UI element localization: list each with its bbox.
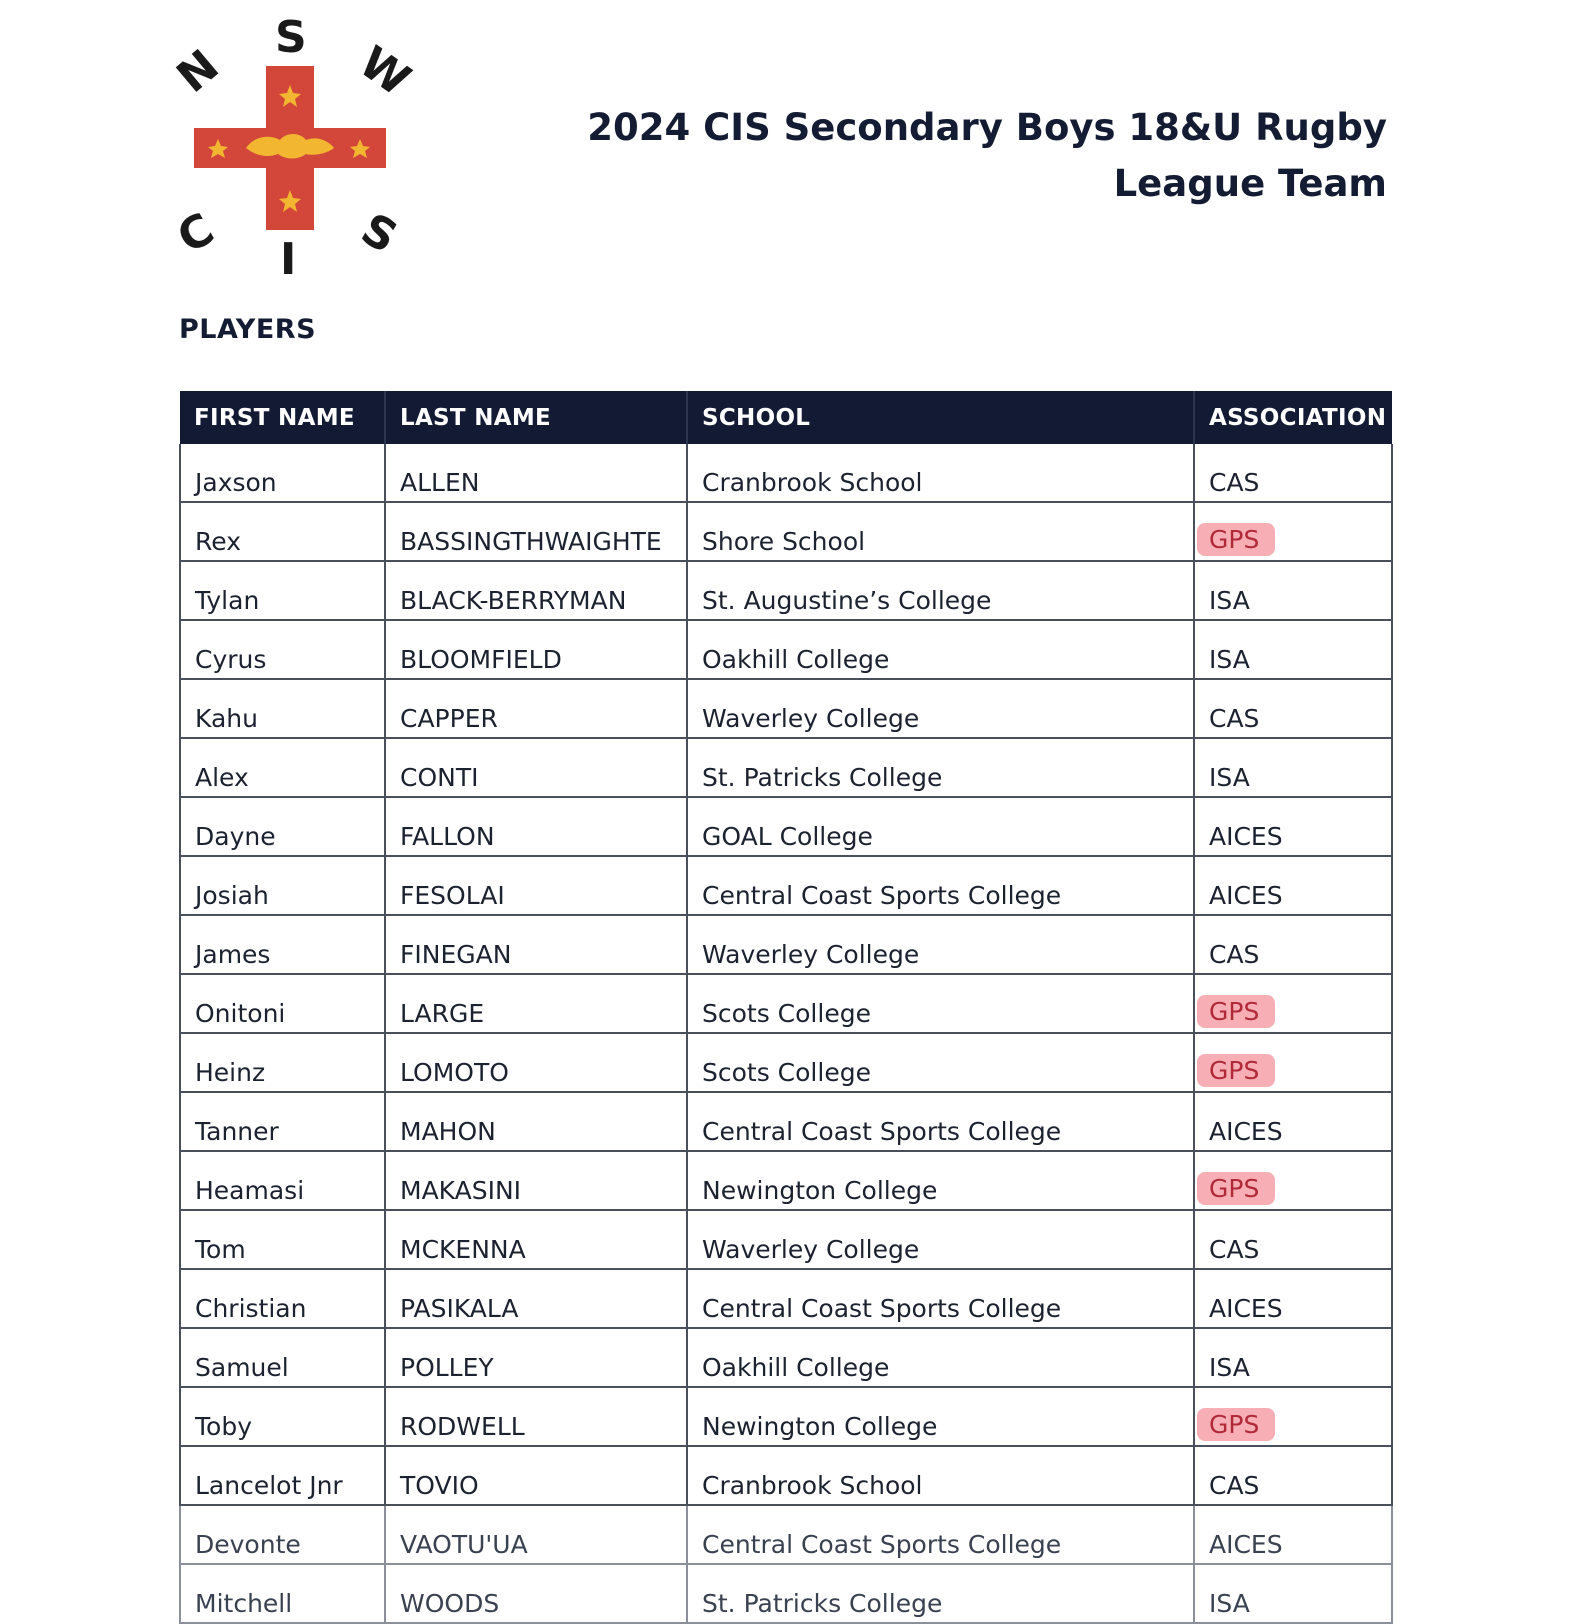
last-name-cell: CAPPER — [385, 679, 687, 738]
association-cell — [1194, 797, 1392, 856]
first-name-cell: Tom — [180, 1210, 385, 1269]
logo-letter-s-top: S — [275, 12, 307, 63]
association-cell — [1194, 1210, 1392, 1269]
association-cell — [1194, 561, 1392, 620]
association-label: CAS — [1209, 940, 1260, 969]
page-title: 2024 CIS Secondary Boys 18&U Rugby League Team — [587, 106, 1387, 205]
table-row — [180, 1505, 1392, 1564]
school-cell: Cranbrook School — [687, 1446, 1194, 1505]
last-name-cell: MAHON — [385, 1092, 687, 1151]
table-row — [180, 1092, 1392, 1151]
school-cell: Shore School — [687, 502, 1194, 561]
association-label: AICES — [1209, 1530, 1283, 1559]
association-highlighted-label: GPS — [1197, 1408, 1275, 1441]
first-name-cell: Kahu — [180, 679, 385, 738]
association-label: CAS — [1209, 468, 1260, 497]
association-label: ISA — [1209, 1589, 1250, 1618]
logo-letter-c: C — [169, 203, 223, 264]
association-label: ISA — [1209, 1353, 1250, 1382]
school-cell: St. Patricks College — [687, 1564, 1194, 1623]
column-header-first-name: FIRST NAME — [180, 391, 385, 444]
association-cell — [1194, 856, 1392, 915]
first-name-cell: Tanner — [180, 1092, 385, 1151]
table-row — [180, 1387, 1392, 1446]
association-cell — [1194, 1328, 1392, 1387]
association-label: ISA — [1209, 763, 1250, 792]
first-name-cell: Dayne — [180, 797, 385, 856]
first-name-cell: Tylan — [180, 561, 385, 620]
last-name-cell: BLOOMFIELD — [385, 620, 687, 679]
association-label: ISA — [1209, 645, 1250, 674]
school-cell: GOAL College — [687, 797, 1194, 856]
school-cell: Waverley College — [687, 1210, 1194, 1269]
first-name-cell: Jaxson — [180, 444, 385, 502]
table-row — [180, 856, 1392, 915]
column-header-association: ASSOCIATION — [1194, 391, 1392, 444]
table-row — [180, 444, 1392, 502]
table-row — [180, 1269, 1392, 1328]
school-cell: Central Coast Sports College — [687, 856, 1194, 915]
association-highlighted-label: GPS — [1197, 1172, 1275, 1205]
logo-letter-n: N — [167, 40, 229, 103]
school-cell: Central Coast Sports College — [687, 1092, 1194, 1151]
first-name-cell: Heamasi — [180, 1151, 385, 1210]
school-cell: Newington College — [687, 1387, 1194, 1446]
association-cell — [1194, 915, 1392, 974]
association-cell — [1194, 620, 1392, 679]
table-row — [180, 1446, 1392, 1505]
association-cell — [1194, 1092, 1392, 1151]
last-name-cell: LARGE — [385, 974, 687, 1033]
first-name-cell: Toby — [180, 1387, 385, 1446]
table-header-row — [180, 391, 1392, 444]
association-cell — [1194, 1151, 1392, 1210]
association-label: AICES — [1209, 1117, 1283, 1146]
table-row — [180, 915, 1392, 974]
last-name-cell: LOMOTO — [385, 1033, 687, 1092]
school-cell: Scots College — [687, 974, 1194, 1033]
last-name-cell: FINEGAN — [385, 915, 687, 974]
last-name-cell: BLACK-BERRYMAN — [385, 561, 687, 620]
first-name-cell: Christian — [180, 1269, 385, 1328]
association-label: AICES — [1209, 1294, 1283, 1323]
table-row — [180, 1210, 1392, 1269]
first-name-cell: Devonte — [180, 1505, 385, 1564]
column-header-last-name: LAST NAME — [385, 391, 687, 444]
table-row — [180, 561, 1392, 620]
first-name-cell: Rex — [180, 502, 385, 561]
table-row — [180, 1328, 1392, 1387]
table-row — [180, 1564, 1392, 1623]
school-cell: Newington College — [687, 1151, 1194, 1210]
association-cell — [1194, 1269, 1392, 1328]
last-name-cell: POLLEY — [385, 1328, 687, 1387]
last-name-cell: RODWELL — [385, 1387, 687, 1446]
first-name-cell: Cyrus — [180, 620, 385, 679]
last-name-cell: ALLEN — [385, 444, 687, 502]
first-name-cell: Onitoni — [180, 974, 385, 1033]
table-row — [180, 679, 1392, 738]
association-cell — [1194, 1446, 1392, 1505]
association-cell — [1194, 738, 1392, 797]
first-name-cell: Josiah — [180, 856, 385, 915]
last-name-cell: WOODS — [385, 1564, 687, 1623]
association-cell — [1194, 444, 1392, 502]
school-cell: Waverley College — [687, 915, 1194, 974]
association-cell — [1194, 502, 1392, 561]
association-cell — [1194, 1505, 1392, 1564]
table-row — [180, 797, 1392, 856]
nswcis-logo — [168, 14, 418, 284]
logo-letter-s-bottom: S — [352, 203, 406, 264]
association-label: CAS — [1209, 704, 1260, 733]
association-label: ISA — [1209, 586, 1250, 615]
association-cell — [1194, 1033, 1392, 1092]
table-row — [180, 738, 1392, 797]
table-row — [180, 1151, 1392, 1210]
table-row — [180, 620, 1392, 679]
school-cell: Cranbrook School — [687, 444, 1194, 502]
school-cell: St. Patricks College — [687, 738, 1194, 797]
first-name-cell: Samuel — [180, 1328, 385, 1387]
column-header-school: SCHOOL — [687, 391, 1194, 444]
logo-letter-i: I — [280, 234, 297, 285]
players-table — [179, 391, 1393, 1624]
school-cell: Oakhill College — [687, 620, 1194, 679]
association-cell — [1194, 679, 1392, 738]
last-name-cell: CONTI — [385, 738, 687, 797]
table-row — [180, 974, 1392, 1033]
first-name-cell: Alex — [180, 738, 385, 797]
association-label: CAS — [1209, 1235, 1260, 1264]
players-heading: PLAYERS — [179, 314, 317, 345]
association-label: AICES — [1209, 881, 1283, 910]
school-cell: St. Augustine’s College — [687, 561, 1194, 620]
association-cell — [1194, 1387, 1392, 1446]
first-name-cell: Lancelot Jnr — [180, 1446, 385, 1505]
last-name-cell: MCKENNA — [385, 1210, 687, 1269]
last-name-cell: PASIKALA — [385, 1269, 687, 1328]
association-label: CAS — [1209, 1471, 1260, 1500]
last-name-cell: FALLON — [385, 797, 687, 856]
association-cell — [1194, 974, 1392, 1033]
association-highlighted-label: GPS — [1197, 523, 1275, 556]
association-highlighted-label: GPS — [1197, 995, 1275, 1028]
school-cell: Central Coast Sports College — [687, 1269, 1194, 1328]
association-highlighted-label: GPS — [1197, 1054, 1275, 1087]
last-name-cell: MAKASINI — [385, 1151, 687, 1210]
players-table-body — [180, 444, 1392, 1623]
last-name-cell: BASSINGTHWAIGHTE — [385, 502, 687, 561]
school-cell: Waverley College — [687, 679, 1194, 738]
school-cell: Central Coast Sports College — [687, 1505, 1194, 1564]
last-name-cell: FESOLAI — [385, 856, 687, 915]
first-name-cell: James — [180, 915, 385, 974]
association-cell — [1194, 1564, 1392, 1623]
table-row — [180, 502, 1392, 561]
school-cell: Scots College — [687, 1033, 1194, 1092]
logo-letter-w: W — [350, 36, 420, 107]
southern-cross-emblem-icon — [168, 14, 418, 284]
first-name-cell: Heinz — [180, 1033, 385, 1092]
last-name-cell: VAOTU'UA — [385, 1505, 687, 1564]
first-name-cell: Mitchell — [180, 1564, 385, 1623]
last-name-cell: TOVIO — [385, 1446, 687, 1505]
table-row — [180, 1033, 1392, 1092]
school-cell: Oakhill College — [687, 1328, 1194, 1387]
association-label: AICES — [1209, 822, 1283, 851]
